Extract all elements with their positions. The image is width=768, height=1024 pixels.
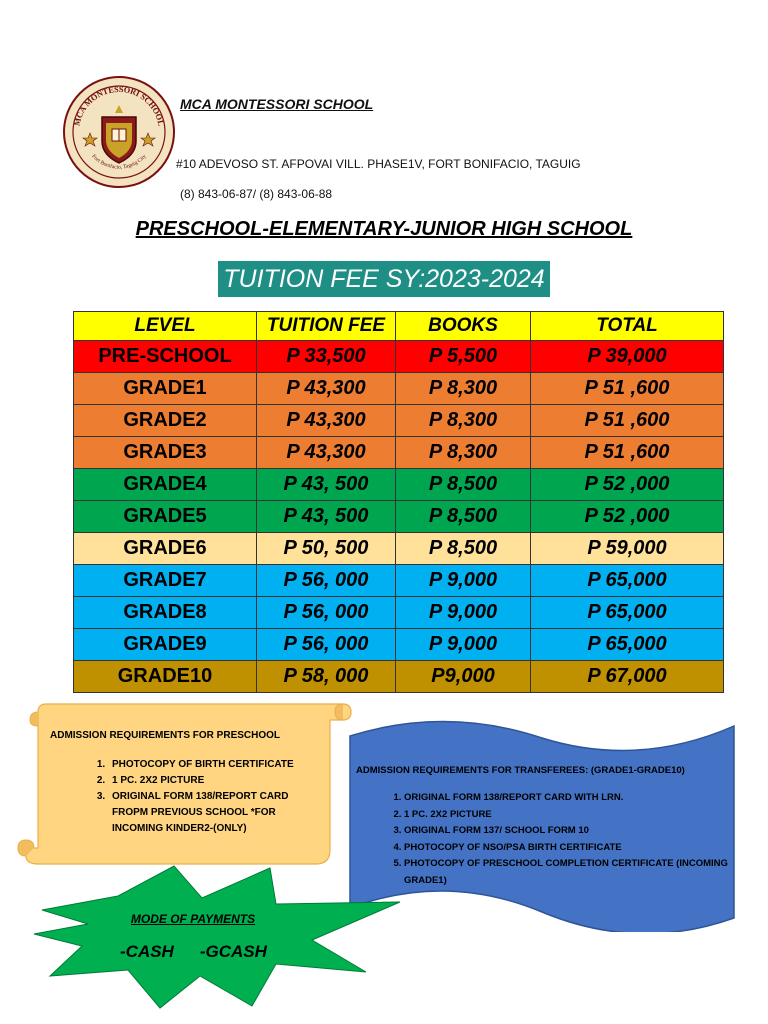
level-cell: GRADE7	[74, 565, 257, 597]
table-row	[74, 405, 724, 437]
books-cell: P 8,500	[396, 501, 531, 533]
tuition-cell: P 56, 000	[257, 565, 396, 597]
tuition-cell: P 56, 000	[257, 597, 396, 629]
tuition-cell: P 43, 500	[257, 501, 396, 533]
books-cell: P 8,500	[396, 469, 531, 501]
books-cell: P 5,500	[396, 341, 531, 373]
table-row	[74, 373, 724, 405]
level-cell: PRE-SCHOOL	[74, 341, 257, 373]
table-row	[74, 501, 724, 533]
total-cell: P 52 ,000	[531, 469, 724, 501]
school-logo	[62, 75, 176, 189]
tuition-cell: P 43,300	[257, 437, 396, 469]
list-item: 1. ORIGINAL FORM 138/REPORT CARD WITH LRN.	[404, 790, 732, 807]
preschool-requirements-title: ADMISSION REQUIREMENTS FOR PRESCHOOL	[50, 730, 281, 741]
total-cell: P 52 ,000	[531, 501, 724, 533]
books-cell: P 8,500	[396, 533, 531, 565]
tuition-cell: P 56, 000	[257, 629, 396, 661]
level-cell: GRADE2	[74, 405, 257, 437]
transferee-requirements	[356, 765, 732, 889]
total-cell: P 65,000	[531, 565, 724, 597]
level-cell: GRADE8	[74, 597, 257, 629]
logo-bottom-text: Fort Bonifacio, Taguig City	[90, 153, 148, 171]
header-total: TOTAL	[531, 312, 724, 341]
tuition-cell: P 33,500	[257, 341, 396, 373]
table-row	[74, 597, 724, 629]
list-item: 2. 1 PC. 2X2 PICTURE	[404, 807, 732, 824]
table-row	[74, 341, 724, 373]
header-level: LEVEL	[74, 312, 257, 341]
school-phones: (8) 843-06-87/ (8) 843-06-88	[180, 187, 333, 201]
header-tuition-fee: TUITION FEE	[257, 312, 396, 341]
school-name: MCA MONTESSORI SCHOOL	[180, 96, 374, 112]
books-cell: P 8,300	[396, 437, 531, 469]
tuition-fee-table	[73, 311, 724, 693]
logo-top-text: MCA MONTESSORI SCHOOL	[72, 84, 166, 127]
total-cell: P 51 ,600	[531, 437, 724, 469]
tuition-cell: P 58, 000	[257, 661, 396, 693]
level-cell: GRADE4	[74, 469, 257, 501]
table-header-row	[74, 312, 724, 341]
total-cell: P 65,000	[531, 597, 724, 629]
books-cell: P 8,300	[396, 373, 531, 405]
payment-option-gcash: -GCASH	[199, 942, 267, 961]
total-cell: P 65,000	[531, 629, 724, 661]
transferee-requirements-title: ADMISSION REQUIREMENTS FOR TRANSFEREES: (GRADE1-GRADE10)	[356, 765, 685, 776]
books-cell: P 9,000	[396, 629, 531, 661]
tuition-fee-title: TUITION FEE SY:2023-2024	[218, 261, 550, 297]
tuition-cell: P 43,300	[257, 373, 396, 405]
books-cell: P 9,000	[396, 565, 531, 597]
table-row	[74, 437, 724, 469]
total-cell: P 39,000	[531, 341, 724, 373]
list-item: 4. PHOTOCOPY OF NSO/PSA BIRTH CERTIFICATE	[404, 840, 732, 857]
table-row	[74, 629, 724, 661]
list-item: 3. ORIGINAL FORM 138/REPORT CARD FROPM PREVIOUS SCHOOL *FOR INCOMING KINDER2-(ONLY)	[108, 789, 327, 837]
level-cell: GRADE1	[74, 373, 257, 405]
tuition-cell: P 50, 500	[257, 533, 396, 565]
books-cell: P 9,000	[396, 597, 531, 629]
school-address: #10 ADEVOSO ST. AFPOVAI VILL. PHASE1V, FORT BONIFACIO, TAGUIG	[176, 157, 581, 171]
levels-title: PRESCHOOL-ELEMENTARY-JUNIOR HIGH SCHOOL	[135, 218, 633, 240]
preschool-requirements	[42, 730, 327, 837]
tuition-cell: P 43,300	[257, 405, 396, 437]
level-cell: GRADE6	[74, 533, 257, 565]
total-cell: P 51 ,600	[531, 405, 724, 437]
level-cell: GRADE5	[74, 501, 257, 533]
table-row	[74, 469, 724, 501]
header-books: BOOKS	[396, 312, 531, 341]
table-row	[74, 533, 724, 565]
level-cell: GRADE10	[74, 661, 257, 693]
table-row	[74, 565, 724, 597]
payment-options	[120, 942, 267, 962]
payment-title: MODE OF PAYMENTS	[130, 912, 256, 926]
list-item: 1. PHOTOCOPY OF BIRTH CERTIFICATE	[108, 757, 327, 773]
payment-option-cash: -CASH	[120, 942, 174, 961]
total-cell: P 67,000	[531, 661, 724, 693]
list-item: 5. PHOTOCOPY OF PRESCHOOL COMPLETION CERTIFICATE (INCOMING GRADE1)	[404, 856, 732, 889]
payment-burst-shape	[14, 858, 404, 1010]
level-cell: GRADE9	[74, 629, 257, 661]
total-cell: P 59,000	[531, 533, 724, 565]
table-row	[74, 661, 724, 693]
list-item: 2. 1 PC. 2X2 PICTURE	[108, 773, 327, 789]
list-item: 3. ORIGINAL FORM 137/ SCHOOL FORM 10	[404, 823, 732, 840]
tuition-cell: P 43, 500	[257, 469, 396, 501]
level-cell: GRADE3	[74, 437, 257, 469]
total-cell: P 51 ,600	[531, 373, 724, 405]
books-cell: P9,000	[396, 661, 531, 693]
books-cell: P 8,300	[396, 405, 531, 437]
